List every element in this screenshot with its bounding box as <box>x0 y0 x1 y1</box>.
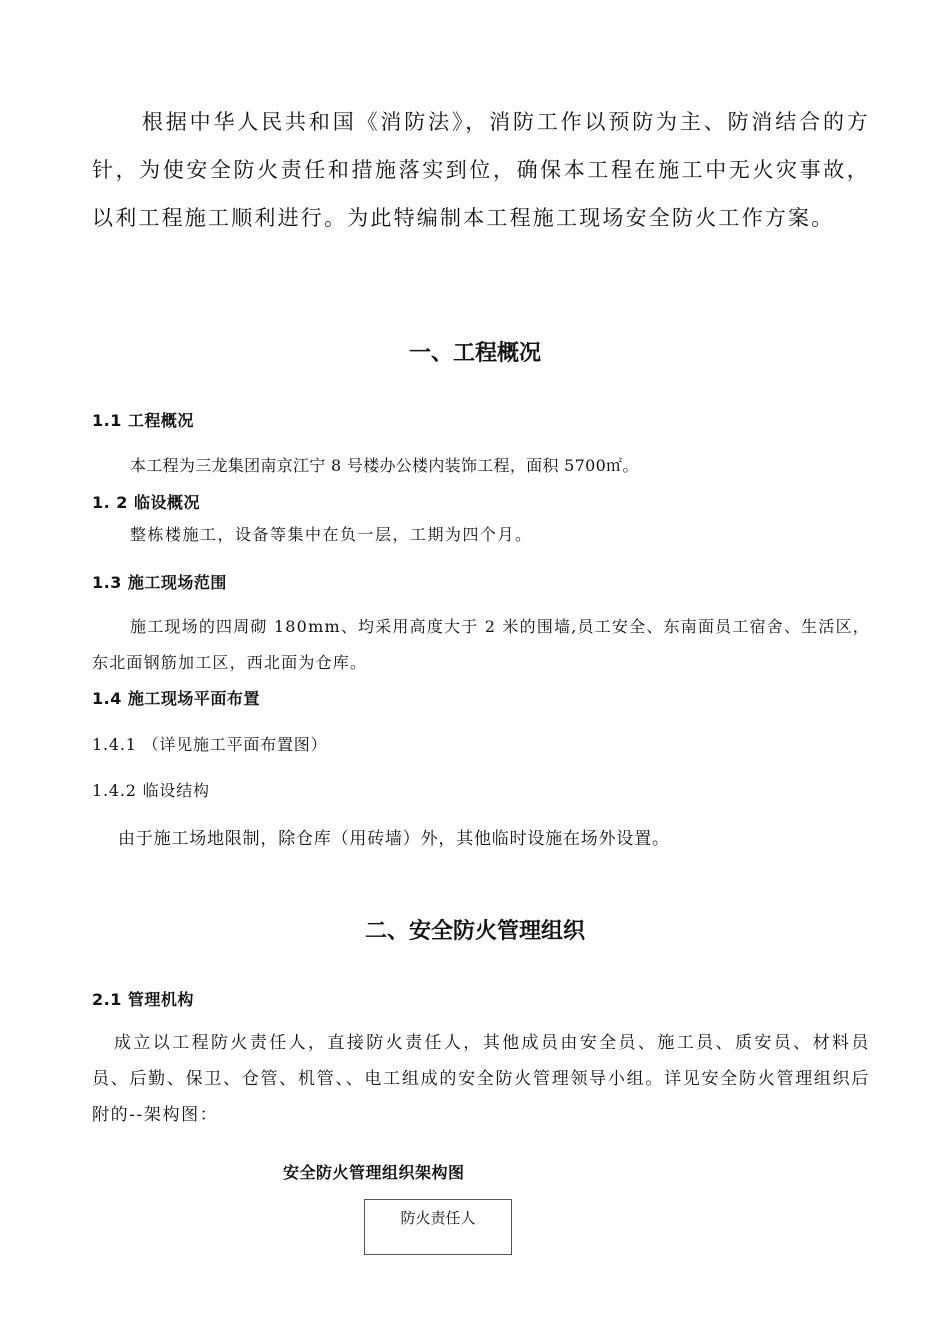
section-1-title: 一、工程概况 <box>408 341 541 366</box>
text-2-1: 成立以工程防火责任人，直接防火责任人，其他成员由安全员、施工员、质安员、材料员员、后勤、保卫、仓管、机管、、电工组成的安全防火管理领导小组。详见安全防火管理组织后附的--架构图： <box>92 1033 870 1125</box>
text-1-3: 施工现场的四周砌 180mm、均采用高度大于 2 米的围墙,员工安全、东南面员工宿舍、生活区，东北面钢筋加工区，西北面为仓库。 <box>92 617 870 672</box>
heading-1-2: 1. 2 临设概况 <box>92 493 200 512</box>
heading-1-4: 1.4 施工现场平面布置 <box>92 689 260 708</box>
section-2-title: 二、安全防火管理组织 <box>364 919 585 944</box>
heading-1-3: 1.3 施工现场范围 <box>92 573 227 592</box>
org-chart-title: 安全防火管理组织架构图 <box>283 1163 465 1182</box>
heading-2-1: 2.1 管理机构 <box>92 990 194 1009</box>
text-1-1: 本工程为三龙集团南京江宁 8 号楼办公楼内装饰工程，面积 5700㎡。 <box>130 456 639 475</box>
item-1-4-1: 1.4.1 （详见施工平面布置图） <box>92 735 328 754</box>
text-1-2: 整栋楼施工，设备等集中在负一层，工期为四个月。 <box>130 525 533 544</box>
intro-paragraph: 根据中华人民共和国《消防法》，消防工作以预防为主、防消结合的方针，为使安全防火责任和措施落实到位，确保本工程在施工中无火灾事故，以利工程施工顺利进行。为此特编制本工程施工现场安全防火工作方案。 <box>92 110 870 230</box>
org-box-label: 防火责任人 <box>400 1209 476 1227</box>
text-1-4: 由于施工场地限制，除仓库（用砖墙）外，其他临时设施在场外设置。 <box>118 829 670 849</box>
org-chart-top-box <box>364 1199 512 1255</box>
item-1-4-2: 1.4.2 临设结构 <box>92 781 210 800</box>
heading-1-1: 1.1 工程概况 <box>92 411 194 430</box>
